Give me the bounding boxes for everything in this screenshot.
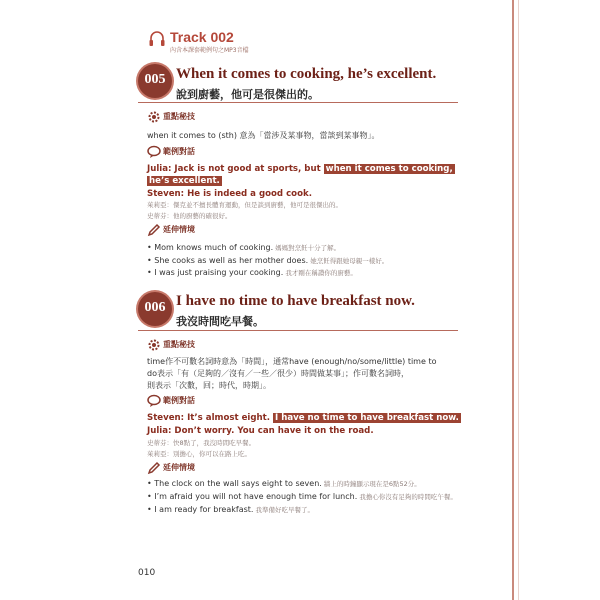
lesson-number-badge: 006 [138, 292, 172, 326]
key-point-text: 則表示「次數，回；時代，時期」。 [147, 381, 271, 390]
book-page: Track 002 內含本課套範例句之MP3音檔 005 When it comes to cooking, he’s excellent. 說到廚藝，他可是很傑出的。 重點秘技 when it comes to (sth) 意為「當涉及某事物，當談到某事物」。 範例對話 Julia: Jack is not good at sports, but when it comes to cooking, he’s excellent. Steven: He is indeed a good cook. 茱莉亞：傑克並不擅長體育運動，但是談到廚藝，他可是很傑出的。 史蒂芬：他的廚藝的確很好。 延伸情境 • Mom knows much of cooking. 媽媽對烹飪十分了解。 • She cooks as well as her mother does. 她烹飪得跟她母親一樣好。 • I was just praising your cooking. 我才剛在稱讚你的廚藝。 006 I have no time to have breakfast now. 我沒時間吃早餐。 重點秘技 time作不可數名詞時意為「時間」，通常have (enough/no/some/little) time to do表示「有（足夠的／沒有／一些／很少）時間做某事」；作可數名詞時， 則表示「次數，回；時代，時期」。 範例對話 Steven: It’s almost eight. I have no time to have breakfast now. Julia: Don’t worry. You can have it on the road. 史蒂芬：快8點了，我沒時間吃早餐。 茱莉亞：別擔心，你可以在路上吃。 延伸情境 • The clock on the wall says eight to seven. 牆上的時鐘顯示現在是6點52分。 • I’m afraid you will not have enough time for lunch. 我擔心你沒有足夠的時間吃午餐。 • I am ready for breakfast. 我準備好吃早餐了。 010 [0, 0, 600, 600]
list-item: • The clock on the wall says eight to seven. 牆上的時鐘顯示現在是6點52分。 [147, 479, 421, 488]
track-subtitle: 內含本課套範例句之MP3音檔 [170, 47, 249, 54]
lesson-number-badge: 005 [138, 64, 172, 98]
pen-icon [147, 223, 161, 237]
highlight: I have no time to have breakfast now. [275, 413, 459, 423]
pen-icon [147, 461, 161, 475]
dialog-line: Steven: He is indeed a good cook. [147, 189, 312, 199]
page-edge-line [512, 0, 514, 600]
divider [138, 330, 458, 331]
lesson-title-zh: 我沒時間吃早餐。 [176, 315, 264, 328]
dialog-translation: 史蒂芬：他的廚藝的確很好。 [147, 212, 232, 220]
list-item: • Mom knows much of cooking. 媽媽對烹飪十分了解。 [147, 243, 341, 252]
speech-bubble-icon [147, 145, 161, 159]
list-item: • I am ready for breakfast. 我準備好吃早餐了。 [147, 505, 315, 514]
key-point-text: do表示「有（足夠的／沒有／一些／很少）時間做某事」；作可數名詞時， [147, 369, 409, 378]
dialog-line: Julia: Don’t worry. You can have it on the road. [147, 426, 374, 436]
dialog-line: Julia: Jack is not good at sports, but when it comes to cooking, [147, 164, 453, 174]
track-title: Track 002 [170, 29, 234, 45]
key-point-text: when it comes to (sth) 意為「當涉及某事物，當談到某事物」。 [147, 131, 380, 140]
highlight: he’s excellent. [149, 176, 220, 186]
page-number: 010 [138, 568, 156, 578]
gear-icon [147, 338, 161, 352]
lesson-title-en: I have no time to have breakfast now. [176, 293, 415, 309]
headphones-icon [148, 30, 166, 48]
gear-icon [147, 110, 161, 124]
divider [138, 102, 458, 103]
list-item: • I was just praising your cooking. 我才剛在稱讚你的廚藝。 [147, 268, 357, 277]
highlight: when it comes to cooking, [325, 164, 453, 174]
dialog-translation: 茱莉亞：別擔心，你可以在路上吃。 [147, 450, 251, 458]
lesson-title-zh: 說到廚藝，他可是很傑出的。 [176, 88, 319, 101]
dialog-translation: 史蒂芬：快8點了，我沒時間吃早餐。 [147, 439, 256, 447]
speech-bubble-icon [147, 394, 161, 408]
key-point-text: time作不可數名詞時意為「時間」，通常have (enough/no/some/little) time to [147, 357, 437, 366]
dialog-translation: 茱莉亞：傑克並不擅長體育運動，但是談到廚藝，他可是很傑出的。 [147, 201, 342, 209]
dialog-line: Steven: It’s almost eight. I have no time to have breakfast now. [147, 413, 459, 423]
list-item: • She cooks as well as her mother does. 她烹飪得跟她母親一樣好。 [147, 256, 389, 265]
lesson-title-en: When it comes to cooking, he’s excellent. [176, 66, 437, 82]
page-edge-line-light [518, 0, 519, 600]
list-item: • I’m afraid you will not have enough time for lunch. 我擔心你沒有足夠的時間吃午餐。 [147, 492, 457, 501]
dialog-line [147, 176, 222, 186]
